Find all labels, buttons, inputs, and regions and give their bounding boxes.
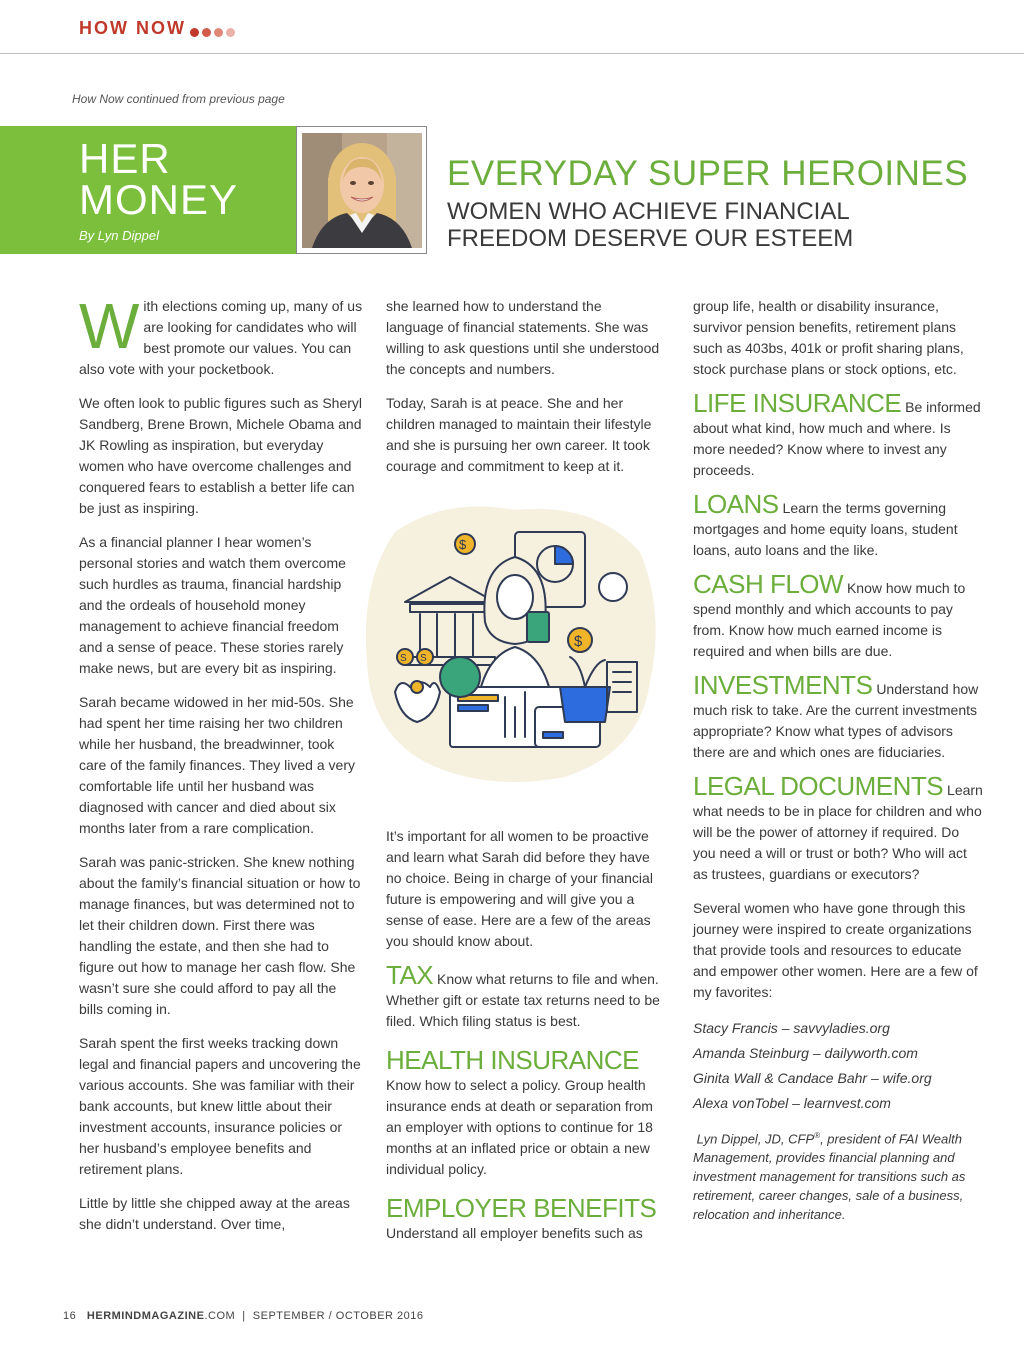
coin-dollar-2: $ bbox=[574, 633, 583, 650]
cashflow-text: Know how much to spend monthly and which accounts to pay from. Know how much earned income is required and when bills are due. bbox=[693, 580, 966, 659]
paragraph: Sarah became widowed in her mid-50s. She had spent her time raising her two children while her husband, the breadwinner, took care of the family finances. They lived a very comfortable life until her husband was diagnosed with cancer and died about six months later from a rare complication. bbox=[79, 694, 355, 836]
investments-text: Understand how much risk to take. Are the current investments appropriate? Know what types of advisors there are and which ones are fiduciaries. bbox=[693, 681, 979, 760]
health-section bbox=[386, 1045, 661, 1180]
paragraph-intro bbox=[79, 290, 364, 380]
favorite-item: Stacy Francis – savvyladies.org bbox=[693, 1020, 890, 1036]
author-bio bbox=[693, 1126, 983, 1224]
section-dots bbox=[190, 24, 238, 42]
footer-brand-bold: HERMIND bbox=[86, 1310, 142, 1322]
finance-woman-icon bbox=[355, 492, 665, 792]
article-subhead-line2: FREEDOM DESERVE OUR ESTEEM bbox=[447, 225, 854, 252]
tax-section bbox=[386, 960, 661, 1032]
paragraph: group life, health or disability insurance, survivor pension benefits, retirement plans such as 403bs, 401k or profit sharing plans, stock purchase plans or stock options, etc. bbox=[693, 298, 964, 377]
favorite-item: Ginita Wall & Candace Bahr – wife.org bbox=[693, 1070, 932, 1086]
paragraph: Little by little she chipped away at the areas she didn’t understand. Over time, bbox=[79, 1195, 350, 1232]
article-subhead-line1: WOMEN WHO ACHIEVE FINANCIAL bbox=[447, 198, 850, 225]
finance-illustration bbox=[355, 492, 665, 792]
employer-section bbox=[386, 1193, 661, 1244]
byline: By Lyn Dippel bbox=[79, 228, 159, 243]
loans-text: Learn the terms governing mortgages and home equity loans, student loans, auto loans and the like. bbox=[693, 500, 958, 558]
column-2-bottom bbox=[386, 826, 661, 1257]
footer-brand-light: .COM bbox=[204, 1310, 236, 1322]
paragraph: Several women who have gone through this journey were inspired to create organizations that provide tools and resources to educate and empower other women. Here are a few of my favorites: bbox=[693, 900, 978, 1000]
investments-heading: INVESTMENTS bbox=[693, 670, 873, 700]
cashflow-section bbox=[693, 569, 983, 662]
coin-s-1: S bbox=[400, 653, 407, 664]
paragraph: Sarah spent the first weeks tracking down legal and financial papers and uncovering the various accounts. She was familiar with their bank accounts, but knew little about their investment accounts, insurance policies or her husband’s employee benefits and retirement plans. bbox=[79, 1035, 361, 1177]
page-number: 16 bbox=[63, 1310, 77, 1322]
footer-separator: | bbox=[242, 1310, 246, 1322]
legal-section bbox=[693, 771, 983, 885]
bio-registered: ® bbox=[814, 1131, 821, 1140]
paragraph: she learned how to understand the language of financial statements. She was willing to ask questions until she understood the concepts and numbers. bbox=[386, 298, 660, 377]
dot-4 bbox=[226, 28, 235, 37]
tax-heading: TAX bbox=[386, 960, 434, 990]
employer-heading: EMPLOYER BENEFITS bbox=[386, 1193, 657, 1223]
legal-text: Learn what needs to be in place for children and who will be the power of attorney if required. Do you need a will or trust or both? Who will act as trustees, guardians or executors? bbox=[693, 782, 983, 882]
tax-text: Know what returns to file and when. Whether gift or estate tax returns need to be filed. Which filing status is best. bbox=[386, 971, 660, 1029]
health-heading: HEALTH INSURANCE bbox=[386, 1045, 640, 1075]
column-2-top bbox=[386, 296, 661, 490]
author-photo bbox=[302, 133, 422, 248]
paragraph: We often look to public figures such as Sheryl Sandberg, Brene Brown, Michele Obama and JK Rowling as inspiration, but everyday women who have overcome challenges and conquered fears to establish a better life can be just as inspiring. bbox=[79, 395, 363, 516]
investments-section bbox=[693, 670, 983, 763]
employer-text: Understand all employer benefits such as bbox=[386, 1225, 643, 1241]
banner-title-line2: MONEY bbox=[79, 176, 239, 223]
loans-heading: LOANS bbox=[693, 489, 779, 519]
column-1 bbox=[79, 290, 364, 1248]
dot-3 bbox=[214, 28, 223, 37]
bio-text: , president of FAI Wealth Management, provides financial planning and investment management for transitions such as retirement, career changes, sale of a business, relocation and inheritance. bbox=[693, 1131, 966, 1223]
paragraph: It’s important for all women to be proactive and learn what Sarah did before they have no choice. Being in charge of your financial future is empowering and will give you a sense of ease. Here are a few of the areas you should know about. bbox=[386, 828, 653, 949]
continued-note: How Now continued from previous page bbox=[72, 92, 285, 106]
intro-text: ith elections coming up, many of us are looking for candidates who will best promote our values. You can also vote with your pocketbook. bbox=[79, 298, 363, 377]
drop-cap: W bbox=[79, 290, 140, 362]
paragraph: As a financial planner I hear women’s personal stories and watch them overcome such hurdles as trauma, financial hardship and the ordeals of household money management to achieve financial freedom and a sense of peace. These stories rarely make news, but are every bit as inspiring. bbox=[79, 534, 346, 676]
cashflow-heading: CASH FLOW bbox=[693, 569, 844, 599]
footer-brand-bold2: MAGAZINE bbox=[141, 1310, 205, 1322]
loans-section bbox=[693, 489, 983, 561]
footer-issue: SEPTEMBER / OCTOBER 2016 bbox=[252, 1310, 424, 1322]
life-heading: LIFE INSURANCE bbox=[693, 388, 902, 418]
coin-s-2: S bbox=[420, 653, 427, 664]
article-headline: EVERYDAY SUPER HEROINES bbox=[447, 154, 969, 193]
page-footer bbox=[63, 1310, 424, 1322]
favorite-item: Alexa vonTobel – learnvest.com bbox=[693, 1095, 891, 1111]
paragraph: Sarah was panic-stricken. She knew nothing about the family’s financial situation or how to manage finances, but was determined not to let their children down. First there was handling the estate, and then she had to figure out how to manage her cash flow. She wasn’t sure she could afford to pay all the bills coming in. bbox=[79, 854, 361, 1017]
dot-1 bbox=[190, 28, 199, 37]
health-text: Know how to select a policy. Group health insurance ends at death or separation from an employer with options to continue for 18 months at an inflated price or obtain a new individual policy. bbox=[386, 1077, 653, 1177]
dot-2 bbox=[202, 28, 211, 37]
paragraph: Today, Sarah is at peace. She and her children managed to maintain their lifestyle and she is pursuing her own career. It took courage and commitment to keep at it. bbox=[386, 395, 652, 474]
life-text: Be informed about what kind, how much and where. Is more needed? Know where to invest any proceeds. bbox=[693, 399, 981, 478]
bio-name: Lyn Dippel, JD, CFP bbox=[696, 1131, 815, 1147]
column-3 bbox=[693, 296, 983, 1237]
author-portrait-icon bbox=[302, 133, 422, 248]
life-section bbox=[693, 388, 983, 481]
section-tag: HOW NOW bbox=[79, 18, 186, 38]
favorite-item: Amanda Steinburg – dailyworth.com bbox=[693, 1045, 918, 1061]
banner-title-line1: HER bbox=[79, 135, 171, 182]
coin-dollar-1: $ bbox=[459, 537, 467, 552]
favorites-list bbox=[693, 1016, 983, 1116]
header-rule bbox=[0, 53, 1024, 54]
legal-heading: LEGAL DOCUMENTS bbox=[693, 771, 944, 801]
